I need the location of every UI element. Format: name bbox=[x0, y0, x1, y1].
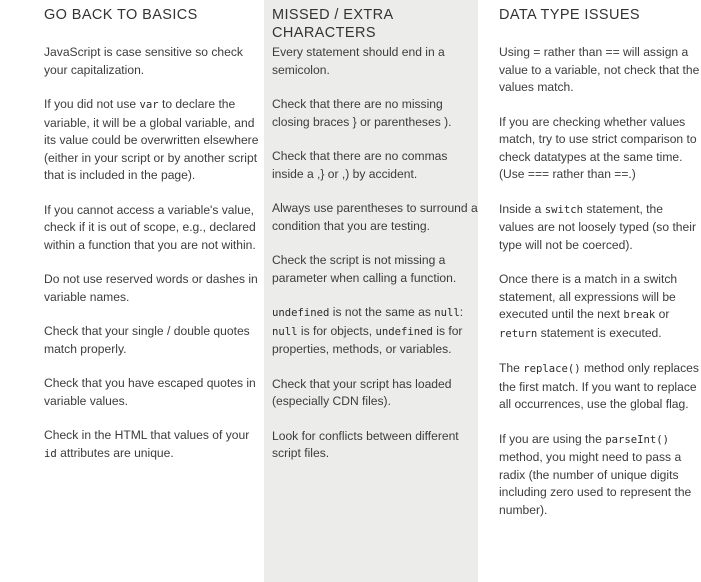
tip-item bbox=[44, 202, 264, 255]
tip-item bbox=[499, 114, 701, 184]
tip-item bbox=[499, 360, 701, 414]
tip-text: Every statement should end in a semicolon. bbox=[272, 45, 445, 77]
tip-item bbox=[44, 427, 264, 463]
tips-list bbox=[44, 44, 264, 463]
tip-text: Check that your single / double quotes match properly. bbox=[44, 324, 250, 356]
tip-item bbox=[499, 201, 701, 255]
tip-item bbox=[44, 44, 264, 79]
tip-item bbox=[44, 96, 264, 185]
tip-item bbox=[272, 428, 478, 463]
tip-text: Once there is a match in a switch statement, all expressions will be executed until the next bbox=[499, 272, 678, 321]
tip-text: is not the same as bbox=[329, 305, 435, 319]
column-heading: DATA TYPE ISSUES bbox=[499, 7, 640, 23]
tip-item bbox=[272, 252, 478, 287]
tips-list bbox=[272, 44, 478, 463]
column-data-type-issues bbox=[478, 0, 701, 582]
tip-text: Look for conflicts between different script files. bbox=[272, 428, 459, 460]
tip-item bbox=[499, 271, 701, 343]
code-token: replace() bbox=[523, 363, 581, 375]
tip-item bbox=[272, 96, 478, 131]
tip-text: Inside a bbox=[499, 201, 545, 216]
code-token: undefined bbox=[375, 325, 433, 338]
tip-text: Using = rather than == will assign a value to a variable, not check that the values match. bbox=[499, 45, 700, 94]
code-token: return bbox=[499, 327, 538, 340]
column-go-back-to-basics bbox=[0, 0, 264, 582]
tip-item bbox=[44, 271, 264, 306]
column-heading: MISSED / EXTRA CHARACTERS bbox=[272, 7, 393, 41]
code-token: null bbox=[434, 307, 460, 319]
tip-text: method, you might need to pass a radix (the number of unique digits including zero used to represent the number). bbox=[499, 450, 692, 517]
tip-text: statement is executed. bbox=[537, 325, 662, 340]
tip-text: If you cannot access a variable's value, check if it is out of scope, e.g., declared within a function that you are not within. bbox=[44, 202, 256, 252]
code-token: id bbox=[44, 447, 57, 460]
tip-item bbox=[499, 44, 701, 97]
tip-text: Check that your script has loaded (especially CDN files). bbox=[272, 376, 452, 408]
tip-text: attributes are unique. bbox=[56, 445, 174, 460]
tip-item bbox=[272, 304, 478, 359]
tip-text: Always use parentheses to surround a condition that you are testing. bbox=[272, 201, 478, 233]
tip-item bbox=[499, 431, 701, 520]
tip-text: statement, the values are not loosely typed (so their type will not be coerced). bbox=[499, 201, 696, 252]
tip-item bbox=[44, 323, 264, 358]
code-token: var bbox=[139, 99, 159, 111]
code-token: switch bbox=[544, 203, 583, 216]
tip-item bbox=[272, 148, 478, 183]
tip-text: Check that there are no commas inside a ,} or ,) by accident. bbox=[272, 149, 448, 181]
tip-text: method only replaces the first match. If you want to replace all occurrences, use the global flag. bbox=[499, 361, 699, 411]
code-token: undefined bbox=[272, 307, 330, 319]
tip-text: Check that there are no missing closing braces } or parentheses ). bbox=[272, 97, 452, 129]
tip-text: Check the script is not missing a parameter when calling a function. bbox=[272, 253, 457, 285]
tip-text: If you did not use bbox=[44, 97, 140, 111]
tip-text: to declare the variable, it will be a global variable, and its value could be overwritten elsewhere (either in your script or by another script that is included in the page). bbox=[44, 97, 259, 182]
tip-text: JavaScript is case sensitive so check your capitalization. bbox=[44, 45, 243, 77]
tip-text: If you are using the bbox=[499, 431, 606, 446]
tip-item bbox=[272, 44, 478, 79]
tips-list bbox=[499, 44, 701, 519]
tip-text: Check in the HTML that values of your bbox=[44, 428, 250, 442]
tip-text: If you are checking whether values match, try to use strict comparison to check datatypes at the same time. (Use === rather than ==.) bbox=[499, 114, 697, 181]
code-token: null bbox=[272, 325, 298, 338]
tip-text: Do not use reserved words or dashes in variable names. bbox=[44, 272, 258, 304]
tip-text: The bbox=[499, 361, 524, 375]
tip-text: or bbox=[655, 307, 670, 321]
tip-item bbox=[44, 375, 264, 410]
tip-item bbox=[272, 376, 478, 411]
column-missed-extra-characters bbox=[264, 0, 478, 582]
tip-text: Check that you have escaped quotes in variable values. bbox=[44, 376, 256, 408]
code-token: parseInt() bbox=[605, 433, 670, 446]
tip-text: is for properties, methods, or variables. bbox=[272, 323, 463, 356]
column-heading: GO BACK TO BASICS bbox=[44, 7, 198, 23]
code-token: break bbox=[623, 309, 656, 321]
tip-text: : bbox=[459, 305, 464, 319]
tip-text: is for objects, bbox=[297, 323, 376, 338]
tip-item bbox=[272, 200, 478, 235]
